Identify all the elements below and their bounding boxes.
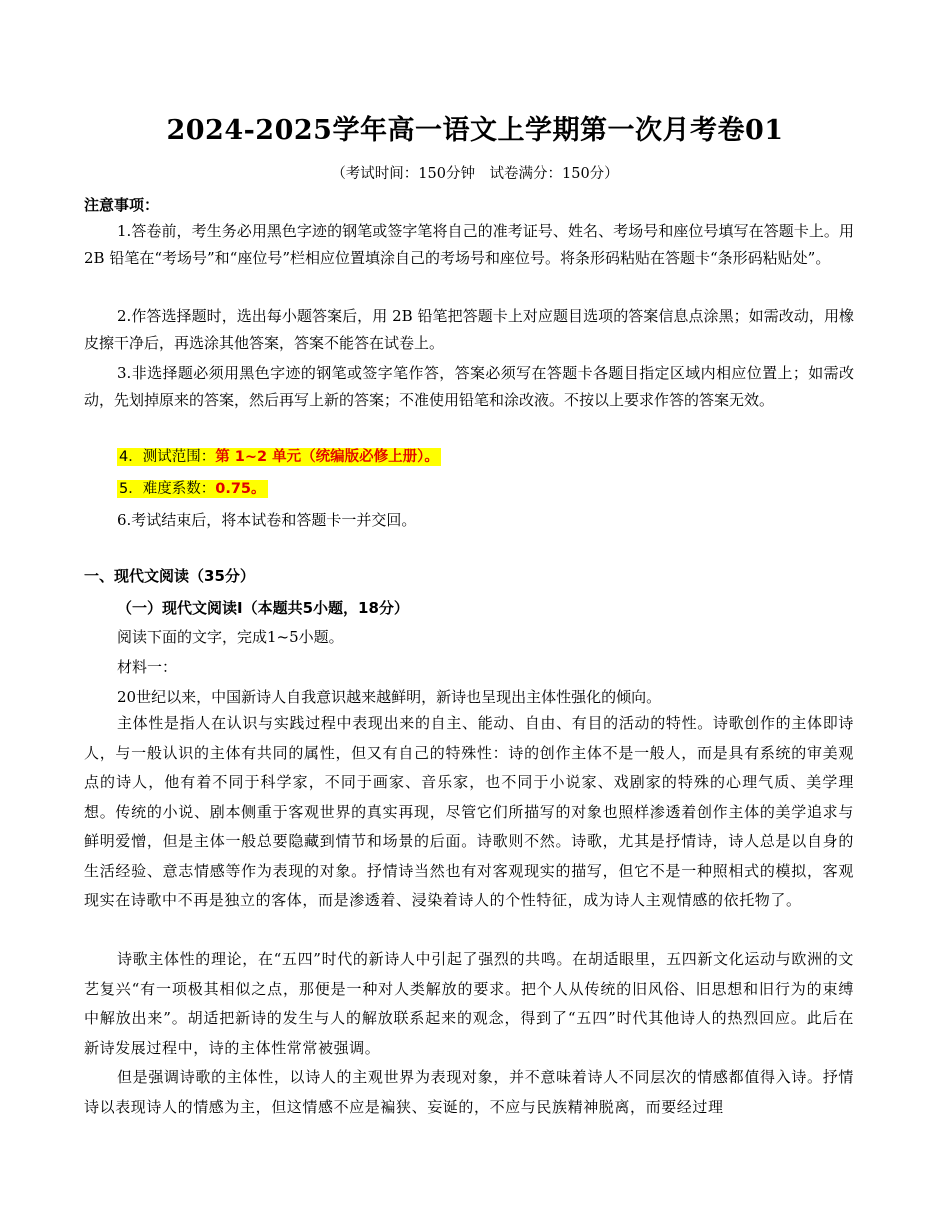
material-paragraph-4: 但是强调诗歌的主体性，以诗人的主观世界为表现对象，并不意味着诗人不同层次的情感都值得入诗。抒情诗以表现诗人的情感为主，但这情感不应是褊狭、妄诞的，不应与民族精神脱离，而要经过理 [84, 1068, 854, 1116]
section-heading: 一、现代文阅读（35分） [84, 567, 255, 585]
material-paragraph-3: 诗歌主体性的理论，在“五四”时代的新诗人中引起了强烈的共鸣。在胡适眼里，五四新文化运动与欧洲的文艺复兴“有一项极其相似之点，那便是一种对人类解放的要求。把个人从传统的旧风俗、旧思想和旧行为的束缚中解放出来”。胡适把新诗的发生与人的解放联系起来的观念，得到了“五四”时代其他诗人的热烈回应。此后在新诗发展过程中，诗的主体性常常被强调。 [84, 950, 854, 1057]
note-item-6: 6.考试结束后，将本试卷和答题卡一并交回。 [117, 511, 417, 529]
note-item-2: 2.作答选择题时，选出每小题答案后，用 2B 铅笔把答题卡上对应题目选项的答案信息点涂黑；如需改动，用橡皮擦干净后，再选涂其他答案，答案不能答在试卷上。 [84, 307, 854, 352]
notes-heading: 注意事项： [84, 196, 160, 214]
material-label: 材料一： [117, 658, 178, 676]
note-item-4-label: 4．测试范围： [119, 449, 216, 465]
subsection-heading: （一）现代文阅读Ⅰ（本题共5小题，18分） [117, 599, 409, 617]
exam-title: 2024-2025学年高一语文上学期第一次月考卷01 [166, 115, 784, 146]
material-paragraph-1: 20世纪以来，中国新诗人自我意识越来越鲜明，新诗也呈现出主体性强化的倾向。 [117, 688, 662, 706]
reading-instruction: 阅读下面的文字，完成1~5小题。 [117, 628, 344, 646]
material-paragraph-2: 主体性是指人在认识与实践过程中表现出来的自主、能动、自由、有目的活动的特性。诗歌创作的主体即诗人，与一般认识的主体有共同的属性，但又有自己的特殊性：诗的创作主体不是一般人，而是具有系统的审美观点的诗人，他有着不同于科学家，不同于画家、音乐家，也不同于小说家、戏剧家的特殊的心理气质、美学理想。传统的小说、剧本侧重于客观世界的真实再现，尽管它们所描写的对象也照样渗透着创作主体的美学追求与鲜明爱憎，但是主体一般总要隐藏到情节和场景的后面。诗歌则不然。诗歌，尤其是抒情诗，诗人总是以自身的生活经验、意志情感等作为表现的对象。抒情诗当然也有对客观现实的描写，但它不是一种照相式的模拟，客观现实在诗歌中不再是独立的客体，而是渗透着、浸染着诗人的个性特征，成为诗人主观情感的依托物了。 [84, 714, 854, 909]
exam-subtitle: （考试时间：150分钟 试卷满分：150分） [331, 166, 619, 182]
note-item-1: 1.答卷前，考生务必用黑色字迹的钢笔或签字笔将自己的准考证号、姓名、考场号和座位号填写在答题卡上。用 2B 铅笔在“考场号”和“座位号”栏相应位置填涂自己的考场号和座位号。将条形码粘贴在答题卡“条形码粘贴处”。 [84, 222, 854, 267]
note-item-3: 3.非选择题必须用黑色字迹的钢笔或签字笔作答，答案必须写在答题卡各题目指定区域内相应位置上；如需改动，先划掉原来的答案，然后再写上新的答案；不准使用铅笔和涂改液。不按以上要求作答的答案无效。 [84, 364, 854, 409]
note-item-5-label: 5．难度系数： [119, 481, 216, 497]
note-item-5-value: 0.75。 [215, 481, 266, 497]
note-item-4 [117, 445, 441, 466]
note-item-5 [117, 477, 268, 498]
note-item-4-value: 第 1~2 单元（统编版必修上册）。 [215, 449, 439, 465]
